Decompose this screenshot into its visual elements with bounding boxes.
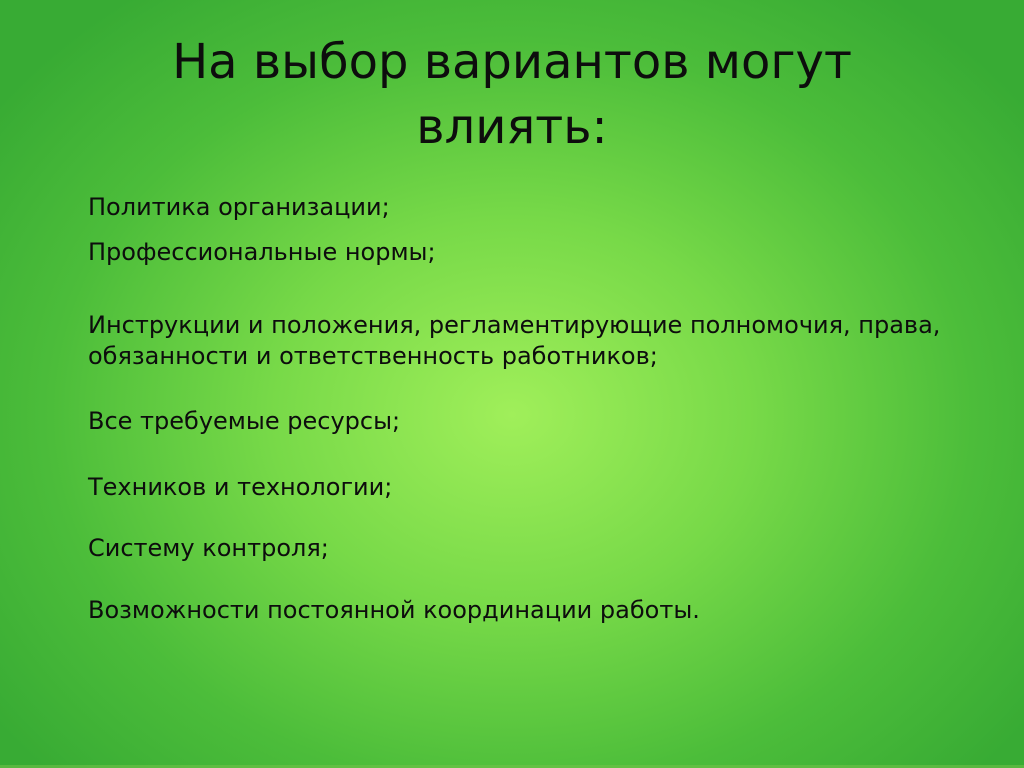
list-item: Все требуемые ресурсы; xyxy=(88,407,401,436)
list-item: Политика организации; xyxy=(88,192,390,221)
list-item: Возможности постоянной координации работы. xyxy=(88,595,700,624)
list-item: Систему контроля; xyxy=(88,533,329,562)
slide-title: На выбор вариантов могут влиять: xyxy=(172,34,852,155)
list-item: Техников и технологии; xyxy=(88,472,393,501)
slide-body-list xyxy=(0,160,1024,627)
list-item: Профессиональные нормы; xyxy=(88,237,436,266)
list-item: Инструкции и положения, регламентирующие полномочия, права, обязанности и ответственность работников; xyxy=(88,310,941,371)
